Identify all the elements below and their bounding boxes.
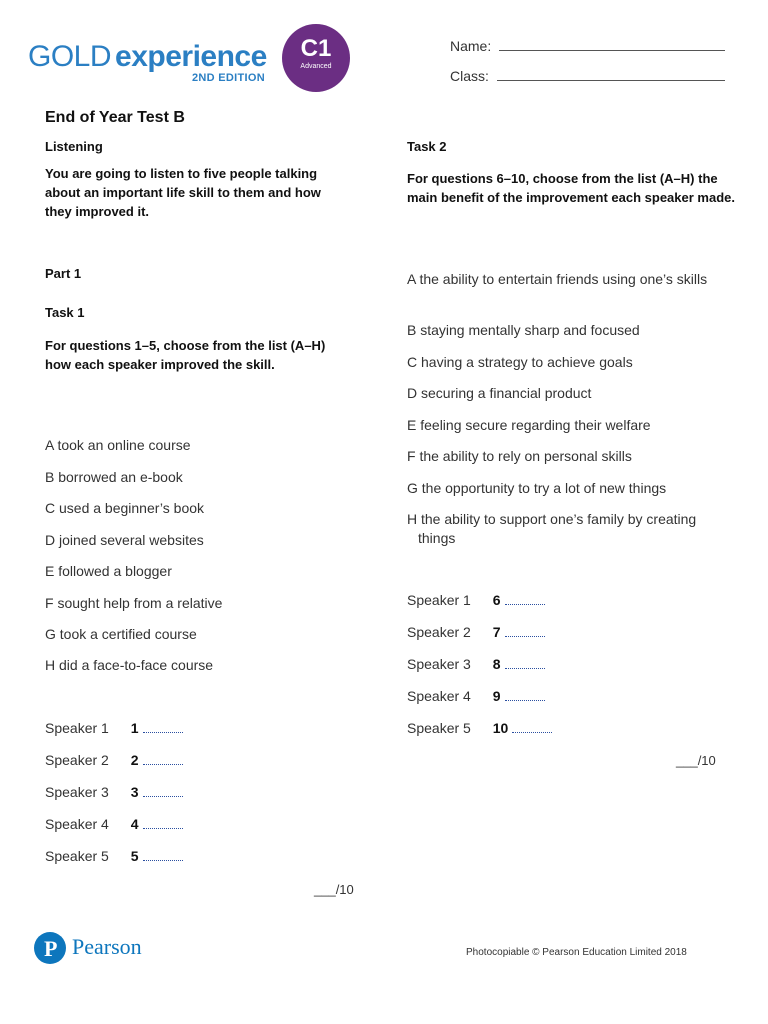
task1-option-d: D joined several websites: [45, 532, 204, 548]
pearson-wordmark: Pearson: [72, 934, 142, 959]
listening-intro: You are going to listen to five people talking about an important life skill to them and how they improved it.: [45, 166, 321, 219]
task2-option-a: A the ability to entertain friends using one’s skills: [407, 271, 708, 287]
speaker-label: Speaker 2: [407, 624, 471, 640]
task1-option-g: G took a certified course: [45, 626, 197, 642]
question-number: 3: [130, 784, 139, 800]
task2-option-f: F the ability to rely on personal skills: [407, 448, 632, 464]
task2-speaker-row: [407, 688, 545, 704]
task1-speaker-row: [45, 784, 183, 800]
name-label: Name:: [450, 38, 492, 54]
page-title: End of Year Test B: [45, 109, 185, 126]
task1-option-b: B borrowed an e-book: [45, 469, 183, 485]
pearson-logo-letter: P: [44, 936, 58, 961]
answer-blank[interactable]: [512, 720, 552, 733]
task2-speaker-row: [407, 720, 552, 736]
speaker-label: Speaker 5: [45, 848, 109, 864]
gold-experience-logo: [28, 40, 267, 74]
task2-score: ___/10: [676, 753, 716, 768]
task1-option-f: F sought help from a relative: [45, 595, 223, 611]
answer-blank[interactable]: [143, 816, 183, 829]
brand-gold: GOLD: [28, 40, 112, 73]
answer-blank[interactable]: [143, 848, 183, 861]
speaker-label: Speaker 2: [45, 752, 109, 768]
speaker-label: Speaker 4: [407, 688, 471, 704]
level-badge: [282, 24, 350, 92]
task1-option-c: C used a beginner’s book: [45, 500, 205, 516]
task2-speaker-row: [407, 624, 545, 640]
question-number: 9: [492, 688, 501, 704]
task2-option-c: C having a strategy to achieve goals: [407, 354, 633, 370]
class-field[interactable]: [497, 80, 725, 81]
edition-label: 2ND EDITION: [192, 72, 265, 84]
name-field[interactable]: [499, 50, 725, 51]
copyright-notice: Photocopiable © Pearson Education Limited 2018: [466, 947, 687, 958]
task2-option-g: G the opportunity to try a lot of new things: [407, 480, 667, 496]
answer-blank[interactable]: [143, 752, 183, 765]
answer-blank[interactable]: [505, 656, 545, 669]
task1-speaker-row: [45, 816, 183, 832]
pearson-logo-icon: [34, 932, 66, 964]
answer-blank[interactable]: [143, 720, 183, 733]
answer-blank[interactable]: [143, 784, 183, 797]
question-number: 7: [492, 624, 501, 640]
task2-option-d: D securing a financial product: [407, 385, 592, 401]
task2-speaker-row: [407, 592, 545, 608]
brand-experience: experience: [115, 40, 267, 73]
answer-blank[interactable]: [505, 688, 545, 701]
question-number: 10: [492, 720, 509, 736]
task2-speaker-row: [407, 656, 545, 672]
task1-instruction: For questions 1–5, choose from the list (A–H) how each speaker improved the skill.: [45, 338, 326, 372]
task2-option-e: E feeling secure regarding their welfare: [407, 417, 651, 433]
section-heading-listening: Listening: [45, 139, 103, 154]
question-number: 8: [492, 656, 501, 672]
class-label: Class:: [450, 68, 489, 84]
question-number: 2: [130, 752, 139, 768]
task1-speaker-row: [45, 720, 183, 736]
task1-option-h: H did a face-to-face course: [45, 657, 214, 673]
level-badge-subtext: Advanced: [300, 63, 332, 70]
speaker-label: Speaker 3: [45, 784, 109, 800]
task1-speaker-row: [45, 752, 183, 768]
task2-option-h: H the ability to support one’s family by creating things: [407, 511, 697, 546]
task2-instruction: For questions 6–10, choose from the list (A–H) the main benefit of the improvement each speaker made.: [407, 171, 735, 205]
speaker-label: Speaker 1: [407, 592, 471, 608]
question-number: 4: [130, 816, 139, 832]
question-number: 1: [130, 720, 139, 736]
speaker-label: Speaker 3: [407, 656, 471, 672]
answer-blank[interactable]: [505, 624, 545, 637]
task1-score: ___/10: [314, 882, 354, 897]
part-heading: Part 1: [45, 266, 82, 281]
task1-option-e: E followed a blogger: [45, 563, 172, 579]
speaker-label: Speaker 1: [45, 720, 109, 736]
question-number: 6: [492, 592, 501, 608]
speaker-label: Speaker 5: [407, 720, 471, 736]
task2-heading: Task 2: [407, 139, 447, 154]
task1-speaker-row: [45, 848, 183, 864]
task2-option-b: B staying mentally sharp and focused: [407, 322, 640, 338]
level-badge-text: C1: [300, 35, 332, 62]
speaker-label: Speaker 4: [45, 816, 109, 832]
answer-blank[interactable]: [505, 592, 545, 605]
task1-heading: Task 1: [45, 305, 85, 320]
question-number: 5: [130, 848, 139, 864]
task1-option-a: A took an online course: [45, 437, 191, 453]
